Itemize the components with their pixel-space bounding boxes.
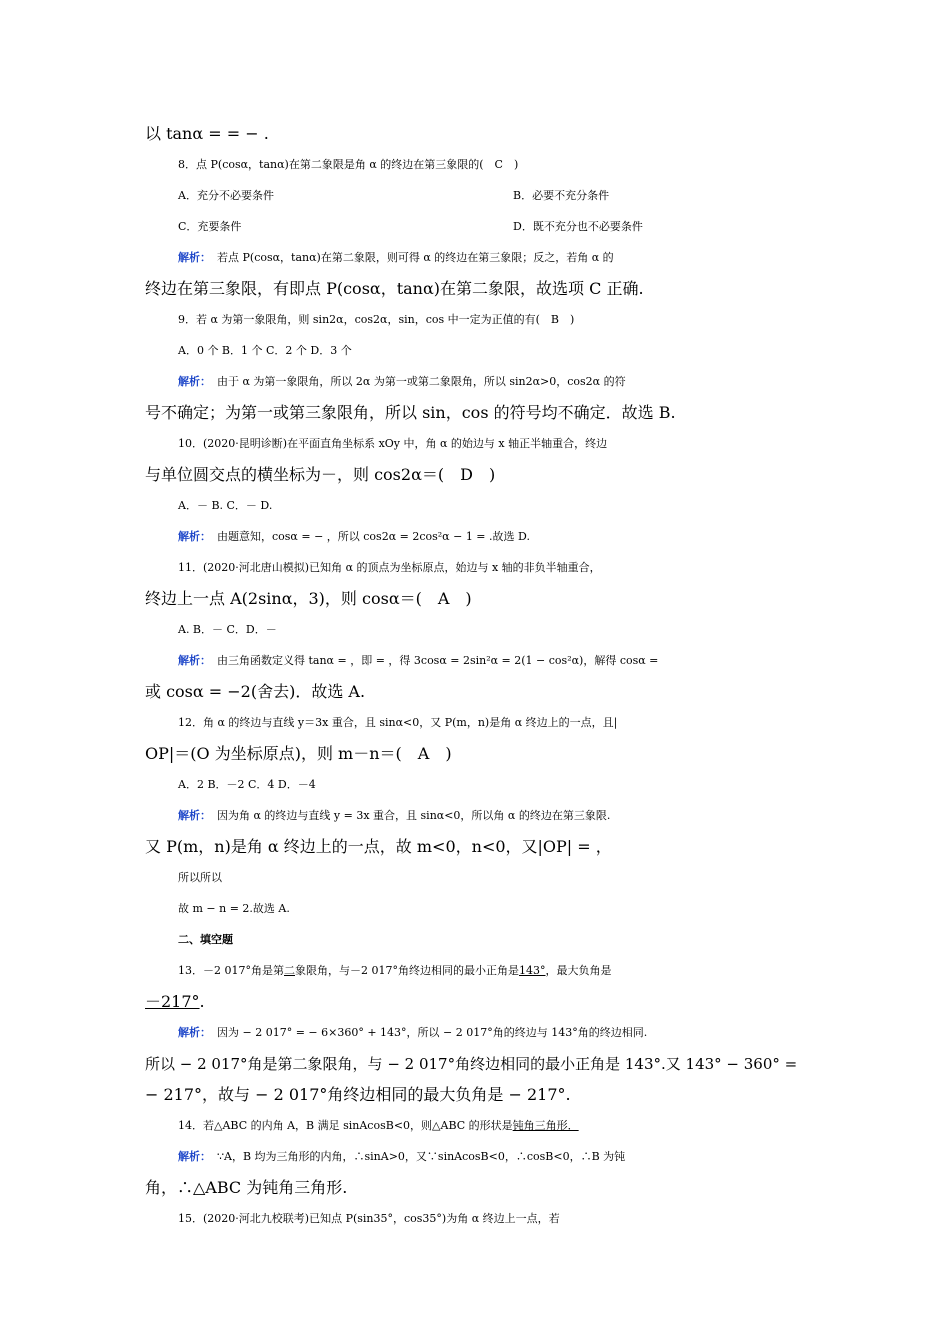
text-line: 又 P(m，n)是角 α 终边上的一点，故 m<0，n<0，又|OP| = ， xyxy=(145,837,612,856)
question-text: ，最大负角是 xyxy=(545,964,612,977)
text-line: 号不确定；为第一或第三象限角，所以 sin，cos 的符号均不确定．故选 B. xyxy=(145,403,676,422)
text-line: 故 m − n = 2.故选 A. xyxy=(178,902,290,915)
question-12: 12．角 α 的终边与直线 y＝3x 重合，且 sinα<0，又 P(m，n)是角 α 终边上的一点，且| xyxy=(178,716,618,729)
analysis-line xyxy=(178,1146,838,1168)
analysis-label: 解析： xyxy=(178,375,211,388)
option-d: D．既不充分也不必要条件 xyxy=(513,220,643,233)
options-line: A. B．－ C．D．－ xyxy=(178,623,277,636)
question-text: 13．－2 017°角是第 xyxy=(178,964,284,977)
text-line: 与单位圆交点的横坐标为－，则 cos2α＝( D ) xyxy=(145,465,496,484)
options-line: A．0 个 B．1 个 C．2 个 D．3 个 xyxy=(178,344,352,357)
text-line: − 217°，故与 − 2 017°角终边相同的最大负角是 − 217°. xyxy=(145,1085,571,1104)
option-b: B．必要不充分条件 xyxy=(513,189,610,202)
question-14 xyxy=(178,1115,838,1137)
text-line: 终边在第三象限，有即点 P(cosα，tanα)在第二象限，故选项 C 正确. xyxy=(145,279,644,298)
analysis-line xyxy=(178,371,838,393)
question-text: . xyxy=(199,992,205,1011)
section-heading: 二、填空题 xyxy=(178,933,233,946)
analysis-label: 解析： xyxy=(178,1026,211,1039)
text-line: 终边上一点 A(2sinα，3)，则 cosα＝( A ) xyxy=(145,589,472,608)
analysis-text: 由三角函数定义得 tanα = ，即 = ，得 3cosα = 2sin²α = 2(1 − cos²α)，解得 cosα = xyxy=(217,654,659,667)
analysis-label: 解析： xyxy=(178,809,211,822)
text-line: OP|＝(O 为坐标原点)，则 m－n＝( A ) xyxy=(145,744,452,763)
analysis-line xyxy=(178,247,838,269)
question-11: 11．(2020·河北唐山模拟)已知角 α 的顶点为坐标原点，始边与 x 轴的非负半轴重合， xyxy=(178,561,601,574)
analysis-label: 解析： xyxy=(178,1150,211,1163)
analysis-line xyxy=(178,805,838,827)
analysis-line xyxy=(178,1022,838,1044)
options-line: A．－ B. C．－ D. xyxy=(178,499,273,512)
analysis-label: 解析： xyxy=(178,530,211,543)
analysis-label: 解析： xyxy=(178,251,211,264)
text-line: 所以 − 2 017°角是第二象限角，与 − 2 017°角终边相同的最小正角是 143°.又 143° − 360° = xyxy=(145,1055,798,1073)
option-a: A．充分不必要条件 xyxy=(178,189,274,202)
analysis-text: 若点 P(cosα，tanα)在第二象限，则可得 α 的终边在第三象限；反之，若角 α 的 xyxy=(217,251,614,264)
text-line: 角，∴△ABC 为钝角三角形. xyxy=(145,1178,348,1197)
answer-blank: －217° xyxy=(145,992,200,1011)
analysis-line xyxy=(178,650,838,672)
analysis-text: 因为 − 2 017° = − 6×360° + 143°，所以 − 2 017°角的终边与 143°角的终边相同. xyxy=(217,1026,648,1039)
question-text: 象限角，与－2 017°角终边相同的最小正角是 xyxy=(295,964,519,977)
analysis-line xyxy=(178,526,838,548)
answer-blank: 钝角三角形． xyxy=(512,1119,579,1132)
text-line xyxy=(145,991,805,1013)
text-line: 或 cosα = −2(舍去)．故选 A. xyxy=(145,682,366,701)
answer-blank: 143° xyxy=(519,964,546,977)
option-c: C．充要条件 xyxy=(178,220,242,233)
answer-blank: 二 xyxy=(284,964,295,977)
analysis-text: ∵A，B 均为三角形的内角，∴sinA>0，又∵sinAcosB<0，∴cosB<0，∴B 为钝 xyxy=(217,1150,626,1163)
analysis-label: 解析： xyxy=(178,654,211,667)
analysis-text: 因为角 α 的终边与直线 y = 3x 重合，且 sinα<0，所以角 α 的终边在第三象限. xyxy=(217,809,611,822)
question-text: 14．若△ABC 的内角 A，B 满足 sinAcosB<0，则△ABC 的形状是 xyxy=(178,1119,513,1132)
options-line: A．2 B．－2 C．4 D．－4 xyxy=(178,778,316,791)
question-10: 10．(2020·昆明诊断)在平面直角坐标系 xOy 中，角 α 的始边与 x 轴正半轴重合，终边 xyxy=(178,437,608,450)
question-8: 8．点 P(cosα，tanα)在第二象限是角 α 的终边在第三象限的( C ) xyxy=(178,158,519,171)
question-15: 15．(2020·河北九校联考)已知点 P(sin35°，cos35°)为角 α 终边上一点，若 xyxy=(178,1212,560,1225)
question-13 xyxy=(178,960,838,982)
text-line: 以 tanα = = − . xyxy=(145,124,269,143)
text-line: 所以所以 xyxy=(178,871,222,884)
analysis-text: 由题意知，cosα = − ，所以 cos2α = 2cos²α − 1 = .故选 D. xyxy=(217,530,530,543)
analysis-text: 由于 α 为第一象限角，所以 2α 为第一或第二象限角，所以 sin2α>0，cos2α 的符 xyxy=(217,375,626,388)
question-9: 9．若 α 为第一象限角，则 sin2α，cos2α，sin，cos 中一定为正值的有( B ) xyxy=(178,313,575,326)
